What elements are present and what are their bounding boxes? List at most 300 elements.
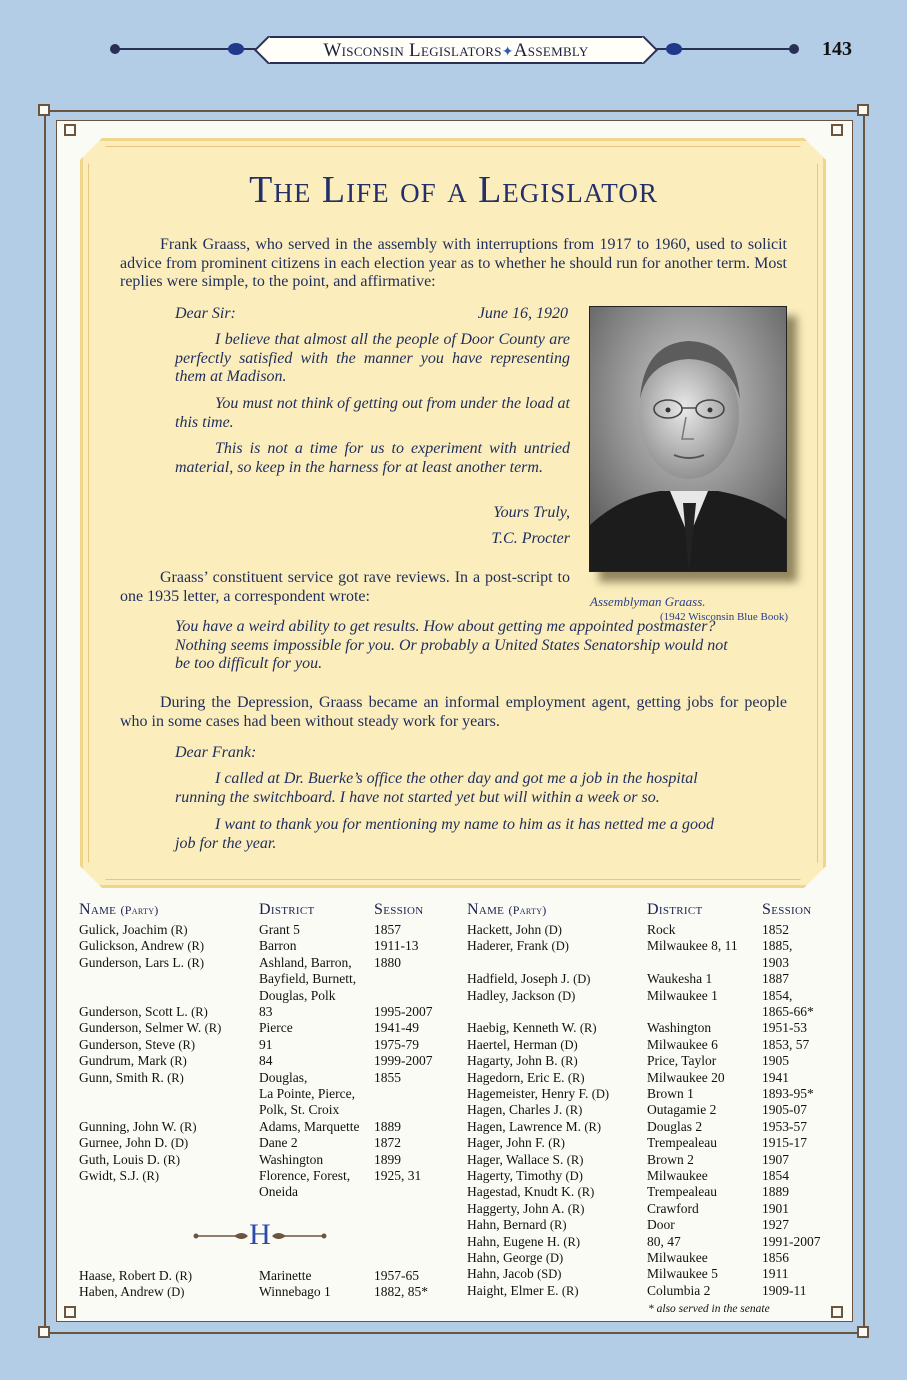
- portrait-photo: [589, 306, 787, 572]
- letter1-paragraph-2: You must not think of getting out from under the load at this time.: [175, 395, 570, 431]
- table-row: [467, 971, 837, 987]
- roster-district: [647, 1119, 702, 1135]
- roster-party: (R): [567, 1070, 585, 1085]
- roster-name-text: Hagen, Charles J.: [467, 1102, 563, 1118]
- roster-district-text: Marinette: [259, 1268, 312, 1283]
- portrait-illustration: [590, 307, 787, 572]
- roster-name: [79, 1070, 184, 1086]
- table-row: [79, 1268, 449, 1284]
- roster-party: (R): [561, 1054, 578, 1069]
- roster-district: [647, 1184, 717, 1200]
- roster-district: [647, 1135, 717, 1151]
- roster-district: [259, 1119, 359, 1135]
- roster-name: [79, 938, 204, 954]
- roster-district: [259, 1053, 273, 1069]
- roster-session-text: 1953-57: [762, 1118, 807, 1134]
- roster-district-text: Trempealeau: [647, 1135, 717, 1151]
- roster-district-text: Brown 1: [647, 1086, 694, 1101]
- photo-source: (1942 Wisconsin Blue Book): [660, 611, 788, 623]
- article-paragraph-3: During the Depression, Graass became an informal employment agent, getting jobs for people who in some cases had been without steady work for years.: [120, 694, 787, 730]
- roster-district: [647, 1283, 710, 1299]
- roster-session: [762, 1053, 789, 1069]
- roster-district: [647, 1250, 708, 1266]
- roster-district-text: Milwaukee 6: [647, 1036, 718, 1052]
- roster-session-text: 1893-95*: [762, 1086, 814, 1101]
- roster-session-text: 1909-11: [762, 1282, 807, 1298]
- table-row: [467, 1102, 837, 1118]
- roster-name: [467, 1053, 578, 1069]
- table-row: [467, 1168, 837, 1184]
- roster-name-text: Haertel, Herman: [467, 1036, 557, 1052]
- roster-name: [79, 1053, 187, 1069]
- header-party-label: (Party): [508, 903, 547, 917]
- roster-party: (R): [566, 1152, 584, 1167]
- roster-district: [259, 1102, 339, 1118]
- table-row: [467, 1119, 837, 1135]
- table-row: [79, 1184, 449, 1200]
- letter1-date: June 16, 1920: [477, 305, 568, 322]
- roster-name-text: Hahn, Eugene H.: [467, 1233, 560, 1249]
- roster-name-text: Hackett, John: [467, 922, 542, 937]
- roster-district-text: Milwaukee 20: [647, 1069, 725, 1085]
- roster-session-text: 1856: [762, 1250, 789, 1265]
- roster-session-text: 1905: [762, 1053, 789, 1069]
- roster-party: (D): [545, 1251, 564, 1265]
- article-paragraph-2: Graass’ constituent service got rave reviews. In a post-script to one 1935 letter, a correspondent wrote:: [120, 569, 570, 605]
- letter-divider: [190, 1218, 330, 1254]
- roster-name: [79, 1020, 221, 1036]
- running-head: [270, 40, 642, 62]
- roster-session: [762, 1135, 807, 1151]
- roster-name: [467, 1184, 594, 1200]
- roster-party: (D): [544, 923, 562, 937]
- roster-session-text: 1951-53: [762, 1020, 807, 1036]
- table-row: [467, 1070, 837, 1086]
- roster-session-text: 1889: [762, 1184, 789, 1200]
- roster-district: [259, 1184, 298, 1200]
- roster-session-text: 1857: [374, 922, 401, 937]
- roster-district: [259, 1070, 307, 1086]
- roster-district: [647, 1086, 694, 1102]
- roster-session: [374, 955, 401, 971]
- roster-district: [647, 922, 676, 938]
- roster-district-text: 91: [259, 1036, 273, 1052]
- roster-session: [374, 1037, 419, 1053]
- roster-session-text: 1854,: [762, 987, 793, 1003]
- roster-district: [259, 1284, 331, 1300]
- roster-district: [647, 1020, 711, 1036]
- roster-district: [647, 938, 738, 954]
- roster-session-text: 1872: [374, 1135, 401, 1151]
- roster-party: (R): [565, 1103, 583, 1118]
- roster-session-text: 1854: [762, 1168, 789, 1183]
- roster-district-text: Washington: [259, 1151, 324, 1167]
- roster-session: [374, 1004, 433, 1020]
- table-row: [467, 1184, 837, 1200]
- roster-name: [79, 1119, 197, 1135]
- roster-district: [647, 988, 718, 1004]
- roster-district-text: Barron: [259, 938, 297, 954]
- roster-name: [467, 1266, 561, 1282]
- roster-session-text: 1991-2007: [762, 1233, 821, 1249]
- roster-session: [374, 1119, 401, 1135]
- running-head-part2: Assembly: [513, 40, 589, 61]
- corner-ornament-inner-bl: [64, 1306, 76, 1318]
- roster-district-text: Grant 5: [259, 922, 300, 937]
- roster-name: [79, 1168, 159, 1184]
- roster-session: [374, 1053, 433, 1069]
- section-letter: H: [249, 1218, 271, 1251]
- roster-name-text: Haebig, Kenneth W.: [467, 1020, 577, 1036]
- roster-name: [467, 1070, 585, 1086]
- roster-district-text: Washington: [647, 1020, 712, 1036]
- roster-name-text: Hagen, Lawrence M.: [467, 1118, 581, 1134]
- roster-session: [374, 1284, 428, 1300]
- roster-name-text: Gunderson, Steve: [79, 1036, 175, 1052]
- roster-district: [647, 1217, 675, 1233]
- header-banner: [268, 36, 644, 64]
- roster-district-text: Columbia 2: [647, 1282, 711, 1298]
- article-title: The Life of a Legislator: [249, 169, 658, 211]
- header-oval-left: [228, 43, 244, 55]
- roster-session-text: 1865-66*: [762, 1004, 814, 1019]
- roster-name-text: Hager, Wallace S.: [467, 1151, 564, 1167]
- roster-name: [467, 1168, 583, 1184]
- roster-name-text: Gunning, John W.: [79, 1118, 177, 1134]
- roster-session: [374, 938, 419, 954]
- roster-party: (R): [561, 1283, 579, 1298]
- roster-session-text: 1911-13: [374, 938, 419, 954]
- roster-name: [467, 1119, 601, 1135]
- roster-district-text: Douglas,: [259, 1069, 308, 1085]
- roster-district-text: Adams, Marquette: [259, 1118, 360, 1134]
- roster-session: [762, 1283, 807, 1299]
- roster-session-text: 1899: [374, 1151, 401, 1167]
- roster-party: (D): [591, 1087, 610, 1101]
- table-row: [467, 1250, 837, 1266]
- roster-district-text: Polk, St. Croix: [259, 1102, 340, 1118]
- roster-name-text: Haggerty, John A.: [467, 1200, 565, 1216]
- roster-district-text: Crawford: [647, 1200, 699, 1216]
- roster-party: (SD): [537, 1267, 562, 1282]
- roster-name: [467, 1020, 597, 1036]
- header-name-label: Name: [467, 901, 505, 918]
- roster-party: (D): [560, 1037, 578, 1052]
- roster-session-text: 1882, 85*: [374, 1284, 428, 1300]
- table-row: [79, 1284, 449, 1300]
- roster-district: [259, 971, 356, 987]
- postscript-quote: You have a weird ability to get results. How about getting me appointed postmaster? Nothing seems impossible for you. Or probably a United States Senatorship would not be too difficult for you.: [175, 618, 728, 672]
- table-row: [467, 1201, 837, 1217]
- corner-ornament-inner-tr: [831, 124, 843, 136]
- roster-name: [467, 1152, 583, 1168]
- roster-district-text: Douglas, Polk: [259, 987, 336, 1003]
- roster-party: (D): [167, 1285, 185, 1300]
- roster-session-text: 1853, 57: [762, 1036, 810, 1052]
- roster-district: [259, 922, 300, 938]
- roster-session: [762, 1020, 807, 1036]
- roster-session: [762, 1102, 807, 1118]
- roster-session: [762, 1152, 789, 1168]
- star-ornament-icon: ✦: [501, 45, 514, 60]
- letter3-paragraph-2: I want to thank you for mentioning my name to him as it has netted me a good job for the year.: [175, 816, 715, 852]
- roster-party: (R): [548, 1136, 565, 1151]
- roster-district-text: Waukesha 1: [647, 971, 713, 987]
- letter1-salutation: Dear Sir:: [175, 305, 236, 322]
- roster-name-text: Hagerty, Timothy: [467, 1168, 563, 1183]
- running-head-part1: Wisconsin Legislators: [323, 40, 502, 61]
- roster-district: [259, 955, 352, 971]
- roster-session: [762, 1250, 789, 1266]
- roster-session-text: 1975-79: [374, 1036, 419, 1052]
- corner-ornament-bottom-right: [857, 1326, 869, 1338]
- letter3-salutation: Dear Frank:: [175, 744, 257, 761]
- roster-district: [647, 1234, 681, 1250]
- table-row: [467, 1020, 837, 1036]
- table-row: [79, 1119, 449, 1135]
- roster-session-text: 1905-07: [762, 1102, 807, 1118]
- roster-party: (D): [551, 939, 569, 954]
- roster-session-text: 1927: [762, 1217, 789, 1233]
- roster-district: [647, 1201, 699, 1217]
- roster-name-text: Hahn, Bernard: [467, 1217, 547, 1233]
- roster-party: (R): [179, 1119, 197, 1134]
- roster-district: [259, 1086, 355, 1102]
- roster-session-text: 1941: [762, 1069, 789, 1085]
- roster-name: [467, 1102, 582, 1118]
- roster-district-text: Douglas 2: [647, 1118, 703, 1134]
- letter1-signature: T.C. Procter: [491, 530, 570, 547]
- roster-district: [259, 1135, 298, 1151]
- table-row: [79, 1053, 449, 1069]
- roster-district-text: 84: [259, 1053, 273, 1069]
- roster-name: [467, 922, 562, 938]
- table-row: [467, 1217, 837, 1233]
- article-intro: Frank Graass, who served in the assembly with interruptions from 1917 to 1960, used to solicit advice from prominent citizens in each election year as to whether he should run for another term. Most replies were simple, to the point, and affirmative:: [120, 236, 787, 290]
- table-row: [79, 1020, 449, 1036]
- roster-session: [762, 1217, 789, 1233]
- roster-session-text: 1885,: [762, 938, 793, 954]
- roster-session: [762, 1037, 809, 1053]
- table-row: [79, 1152, 449, 1168]
- roster-session: [374, 1135, 401, 1151]
- roster-session: [762, 1119, 807, 1135]
- table-row: [467, 1266, 837, 1282]
- left-header-name: [79, 901, 159, 919]
- roster-district-text: Ashland, Barron,: [259, 954, 352, 970]
- roster-district-text: Oneida: [259, 1184, 298, 1200]
- roster-name: [79, 1004, 208, 1020]
- roster-district: [647, 1152, 694, 1168]
- roster-party: (D): [565, 1169, 583, 1183]
- right-header-name: [467, 901, 547, 919]
- roster-name-text: Hagemeister, Henry F.: [467, 1086, 589, 1101]
- roster-district: [259, 1004, 273, 1020]
- roster-party: (R): [187, 939, 205, 954]
- roster-session-text: 1999-2007: [374, 1053, 433, 1069]
- letter1-closing: Yours Truly,: [493, 504, 570, 521]
- table-row: [467, 988, 837, 1004]
- roster-name: [79, 1135, 188, 1151]
- roster-session: [374, 1268, 419, 1284]
- roster-session: [762, 1234, 821, 1250]
- page-number: 143: [822, 38, 852, 60]
- table-row: [79, 1004, 449, 1020]
- left-header-session: Session: [374, 901, 424, 918]
- roster-session: [374, 1070, 401, 1086]
- roster-session-text: 1941-49: [374, 1020, 419, 1036]
- roster-left-h-column: [79, 1268, 449, 1304]
- roster-district: [259, 938, 297, 954]
- roster-session-text: 1903: [762, 954, 789, 970]
- roster-session: [762, 1184, 789, 1200]
- roster-party: (R): [142, 1169, 160, 1183]
- roster-name: [79, 1284, 184, 1300]
- roster-session: [762, 1086, 814, 1102]
- roster-party: (R): [204, 1021, 222, 1036]
- table-row: [467, 1037, 837, 1053]
- roster-name: [467, 1250, 563, 1266]
- roster-district-text: Price, Taylor: [647, 1053, 717, 1069]
- roster-district-text: Dane 2: [259, 1135, 298, 1151]
- roster-session-text: 1957-65: [374, 1268, 419, 1283]
- roster-name-text: Hager, John F.: [467, 1135, 545, 1151]
- roster-session: [374, 1168, 421, 1184]
- roster-name: [79, 1268, 192, 1284]
- roster-party: (R): [567, 1201, 585, 1216]
- roster-session: [762, 1201, 789, 1217]
- right-header-district: District: [647, 901, 703, 918]
- roster-district-text: Florence, Forest,: [259, 1168, 351, 1183]
- roster-name-text: Haben, Andrew: [79, 1284, 164, 1300]
- table-row: [467, 1283, 837, 1299]
- roster-district-text: Trempealeau: [647, 1184, 717, 1200]
- roster-name-text: Gunderson, Scott L.: [79, 1004, 188, 1019]
- roster-session: [374, 1020, 419, 1036]
- roster-name-text: Haase, Robert D.: [79, 1268, 172, 1283]
- roster-district: [259, 1037, 273, 1053]
- roster-district-text: Milwaukee 5: [647, 1266, 718, 1282]
- roster-session: [374, 922, 401, 938]
- header-party-label: (Party): [120, 903, 159, 917]
- roster-district: [647, 1168, 708, 1184]
- roster-name-text: Gunderson, Selmer W.: [79, 1020, 202, 1036]
- roster-name-text: Haight, Elmer E.: [467, 1282, 559, 1298]
- roster-name-text: Hahn, George: [467, 1250, 543, 1265]
- table-row: [467, 1152, 837, 1168]
- corner-ornament-inner-tl: [64, 124, 76, 136]
- roster-name: [467, 1234, 580, 1250]
- corner-ornament-top-left: [38, 104, 50, 116]
- letter3-paragraph-1: I called at Dr. Buerke’s office the other day and got me a job in the hospital running the switchboard. I have not started yet but will within a week or so.: [175, 770, 698, 806]
- roster-district-text: 80, 47: [647, 1233, 681, 1249]
- table-row: [79, 1037, 449, 1053]
- roster-district-text: Door: [647, 1217, 675, 1233]
- header-oval-right: [666, 43, 682, 55]
- roster-session: [762, 1168, 789, 1184]
- roster-district-text: 83: [259, 1004, 273, 1019]
- table-row: [467, 1086, 837, 1102]
- roster-name-text: Hagarty, John B.: [467, 1053, 558, 1069]
- letter1-paragraph-1: I believe that almost all the people of Door County are perfectly satisfied with the manner you have representing them at Madison.: [175, 331, 570, 385]
- roster-session: [762, 988, 792, 1004]
- roster-district: [259, 1168, 350, 1184]
- roster-left-column: [79, 922, 449, 1202]
- roster-party: (R): [579, 1021, 597, 1036]
- roster-name: [467, 1037, 578, 1053]
- roster-name: [467, 938, 569, 954]
- roster-session-text: 1852: [762, 922, 789, 937]
- roster-district-text: La Pointe, Pierce,: [259, 1086, 355, 1101]
- roster-session-text: 1880: [374, 954, 401, 970]
- roster-name: [467, 988, 575, 1004]
- roster-party: (R): [584, 1119, 601, 1134]
- roster-name: [467, 1086, 609, 1102]
- roster-session: [762, 938, 792, 954]
- roster-right-column: [467, 922, 837, 1302]
- roster-district-text: Winnebago 1: [259, 1284, 331, 1300]
- roster-name-text: Hagestad, Knudt K.: [467, 1184, 575, 1200]
- table-row: [467, 955, 837, 971]
- roster-district: [647, 1037, 718, 1053]
- roster-district: [259, 1152, 323, 1168]
- roster-name-text: Hagedorn, Eric E.: [467, 1069, 565, 1085]
- roster-party: (D): [557, 988, 576, 1003]
- roster-name-text: Gwidt, S.J.: [79, 1168, 140, 1183]
- table-row: [467, 1234, 837, 1250]
- header-dot-left: [110, 44, 120, 54]
- roster-session-text: 1995-2007: [374, 1004, 433, 1019]
- roster-district-text: Milwaukee 8, 11: [647, 938, 738, 954]
- roster-name-text: Gulick, Joachim: [79, 922, 168, 937]
- roster-session-text: 1915-17: [762, 1135, 807, 1151]
- table-row: [79, 938, 449, 954]
- left-header-district: District: [259, 901, 315, 918]
- roster-name: [467, 1217, 567, 1233]
- roster-party: (R): [175, 1269, 193, 1283]
- roster-district: [647, 1266, 718, 1282]
- roster-name: [79, 922, 188, 938]
- roster-district-text: Pierce: [259, 1020, 293, 1036]
- roster-session-text: 1911: [762, 1266, 789, 1282]
- roster-name: [467, 1201, 584, 1217]
- roster-name-text: Gulickson, Andrew: [79, 938, 184, 954]
- roster-party: (R): [187, 955, 205, 970]
- roster-district: [647, 1070, 725, 1086]
- roster-district: [647, 971, 712, 987]
- table-row: [79, 971, 449, 987]
- roster-district: [259, 1020, 293, 1036]
- roster-session-text: 1925, 31: [374, 1168, 422, 1183]
- roster-name-text: Gurnee, John D.: [79, 1135, 168, 1151]
- roster-name-text: Guth, Louis D.: [79, 1151, 160, 1167]
- header-dot-right: [789, 44, 799, 54]
- roster-session: [374, 1152, 401, 1168]
- roster-name: [79, 1037, 195, 1053]
- roster-session-text: 1855: [374, 1069, 401, 1085]
- roster-district: [647, 1053, 716, 1069]
- roster-session: [762, 922, 789, 938]
- table-row: [79, 1070, 449, 1086]
- table-row: [467, 1004, 837, 1020]
- roster-party: (R): [170, 923, 188, 937]
- roster-name: [79, 1152, 180, 1168]
- right-header-session: Session: [762, 901, 812, 918]
- roster-party: (R): [191, 1005, 208, 1019]
- roster-name: [467, 1283, 579, 1299]
- roster-session-text: 1889: [374, 1118, 401, 1134]
- table-row: [79, 1135, 449, 1151]
